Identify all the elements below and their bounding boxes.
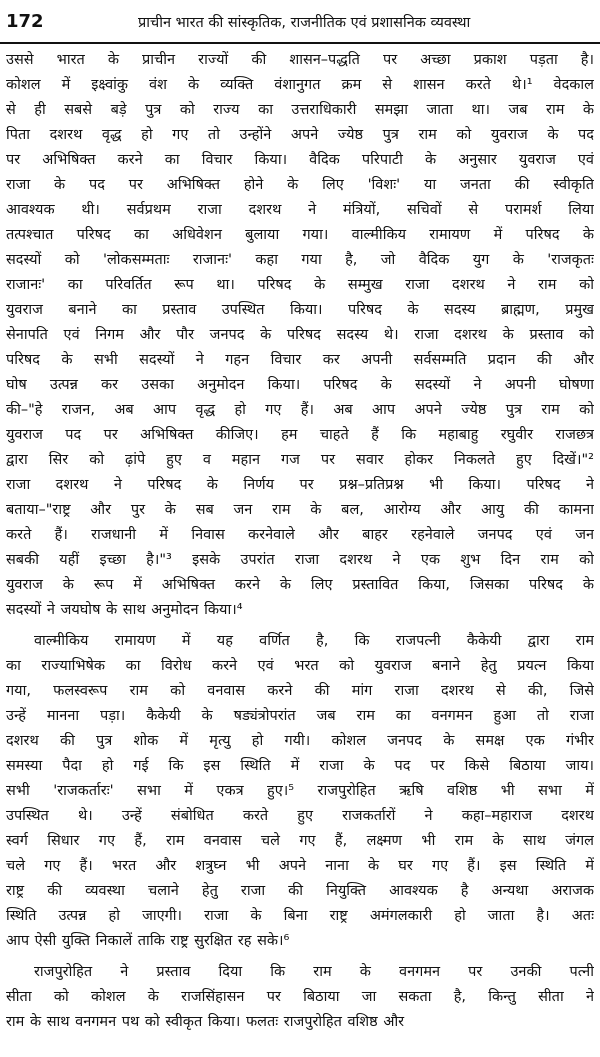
text-line: वाल्मीकिय रामायण में यह वर्णित है, कि राजपत्नी कैकेयी द्वारा राम (34, 633, 594, 649)
text-line: सदस्यों को 'लोकसम्मताः राजानः' कहा गया है, जो वैदिक युग के 'राजकृतः (6, 252, 594, 268)
text-line: राष्ट्र की व्यवस्था चलाने हेतु राजा की नियुक्ति आवश्यक है अन्यथा अराजक (6, 883, 594, 899)
text-line: उन्हें मानना पड़ा। कैकेयी के षड्यंत्रोपरांत जब राम का वनगमन हुआ तो राजा (6, 708, 594, 724)
text-line: गया, फलस्वरूप राम को वनवास करने की मांग राजा दशरथ से की, जिसे (6, 683, 594, 699)
text-line: द्वारा सिर को ढ़ांपे हुए व महान गज पर सवार होकर निकलते हुए दिखें।"² (6, 452, 594, 468)
text-line: घोष उत्पन्न कर उसका अनुमोदन किया। परिषद के सदस्यों ने अपनी घोषणा (6, 377, 594, 393)
text-line: उससे भारत के प्राचीन राज्यों की शासन–पद्धति पर अच्छा प्रकाश पड़ता है। (6, 52, 594, 68)
text-line: करते हैं। राजधानी में निवास करनेवाले और बाहर रहनेवाले जनपद एवं जन (6, 527, 594, 543)
text-line: दशरथ की पुत्र शोक में मृत्यु हो गयी। कोशल जनपद के समक्ष एक गंभीर (6, 733, 594, 749)
text-line: सबकी यहीं इच्छा है।"³ इसके उपरांत राजा दशरथ ने एक शुभ दिन राम को (6, 552, 594, 568)
text-line: कोशल में इक्ष्वांकु वंश के व्यक्ति वंशानुगत क्रम से शासन करते थे।¹ वेदकाल (6, 77, 594, 93)
running-head: प्राचीन भारत की सांस्कृतिक, राजनीतिक एवं प्रशासनिक व्यवस्था (138, 15, 471, 31)
text-line: युवराज पद पर अभिषिक्त कीजिए। हम चाहते हैं कि महाबाहु रघुवीर राजछत्र (6, 427, 594, 443)
text-line: आप ऐसी युक्ति निकालें ताकि राष्ट्र सुरक्षित रह सके।⁶ (6, 933, 290, 949)
text-line: युवराज बनाने का प्रस्ताव उपस्थित किया। परिषद के सदस्य ब्राह्मण, प्रमुख (6, 302, 594, 318)
page-number: 172 (6, 11, 44, 32)
text-line: सभी 'राजकर्तारः' सभा में एकत्र हुए।⁵ राजपुरोहित ऋषि वशिष्ठ भी सभा में (6, 783, 594, 799)
text-line: स्वर्ग सिधार गए हैं, राम वनवास चले गए हैं, लक्ष्मण भी राम के साथ जंगल (6, 833, 594, 849)
text-line: बताया–"राष्ट्र और पुर के सब जन राम के बल, आरोग्य और आयु की कामना (6, 502, 594, 518)
text-line: राजानः' का परिवर्तित रूप था। परिषद के सम्मुख राजा दशरथ ने राम को (6, 277, 594, 293)
body-paragraph (6, 629, 594, 954)
text-line: राम के साथ वनगमन पथ को स्वीकृत किया। फलतः राजपुरोहित वशिष्ठ और (6, 1014, 405, 1030)
text-line: पिता दशरथ वृद्ध हो गए तो उन्होंने अपने ज्येष्ठ पुत्र राम को युवराज के पद (6, 127, 594, 143)
text-line: से ही सबसे बड़े पुत्र को राज्य का उत्तराधिकारी समझा जाता था। जब राम के (6, 102, 594, 118)
text-line: उपस्थित थे। उन्हें संबोधित करते हुए राजकर्तारों ने कहा–महाराज दशरथ (6, 808, 594, 824)
text-line: पर अभिषिक्त करने का विचार किया। वैदिक परिपाटी के अनुसार युवराज एवं (6, 152, 594, 168)
text-line: आवश्यक थी। सर्वप्रथम राजा दशरथ ने मंत्रियों, सचिवों से परामर्श लिया (6, 202, 594, 218)
text-line: समस्या पैदा हो गई कि इस स्थिति में राजा के पद पर किसे बिठाया जाय। (6, 758, 594, 774)
text-line: चले गए हैं। भरत और शत्रुघ्न भी अपने नाना के घर गए हैं। इस स्थिति में (6, 858, 594, 874)
body-paragraph (6, 960, 594, 1035)
header-rule (0, 42, 600, 44)
text-line: युवराज के रूप में अभिषिक्त करने के लिए प्रस्तावित किया, जिसका परिषद के (6, 577, 594, 593)
text-line: राजपुरोहित ने प्रस्ताव दिया कि राम के वनगमन पर उनकी पत्नी (34, 964, 594, 980)
page-body (6, 48, 594, 1035)
text-line: राजा दशरथ ने परिषद के निर्णय पर प्रश्न–प्रतिप्रश्न भी किया। परिषद ने (6, 477, 594, 493)
text-line: की–"हे राजन, अब आप वृद्ध हो गए हैं। अब आप अपने ज्येष्ठ पुत्र राम को (6, 402, 594, 418)
text-line: सेनापति एवं निगम और पौर जनपद के परिषद सदस्य थे। राजा दशरथ के प्रस्ताव को (6, 327, 594, 343)
text-line: का राज्याभिषेक का विरोध करने एवं भरत को युवराज बनाने हेतु प्रयत्न किया (6, 658, 594, 674)
text-line: स्थिति उत्पन्न हो जाएगी। राजा के बिना राष्ट्र अमंगलकारी हो जाता है। अतः (6, 908, 594, 924)
text-line: सीता को कोशल के राजसिंहासन पर बिठाया जा सकता है, किन्तु सीता ने (6, 989, 594, 1005)
text-line: सदस्यों ने जयघोष के साथ अनुमोदन किया।⁴ (6, 602, 243, 618)
page-header (0, 0, 600, 46)
body-paragraph (6, 48, 594, 623)
text-line: तत्पश्चात परिषद का अधिवेशन बुलाया गया। वाल्मीकिय रामायण में परिषद के (6, 227, 594, 243)
text-line: परिषद के सभी सदस्यों ने गहन विचार कर अपनी सर्वसम्मति प्रदान की और (6, 352, 594, 368)
text-line: राजा के पद पर अभिषिक्त होने के लिए 'विशः' या जनता की स्वीकृति (6, 177, 594, 193)
